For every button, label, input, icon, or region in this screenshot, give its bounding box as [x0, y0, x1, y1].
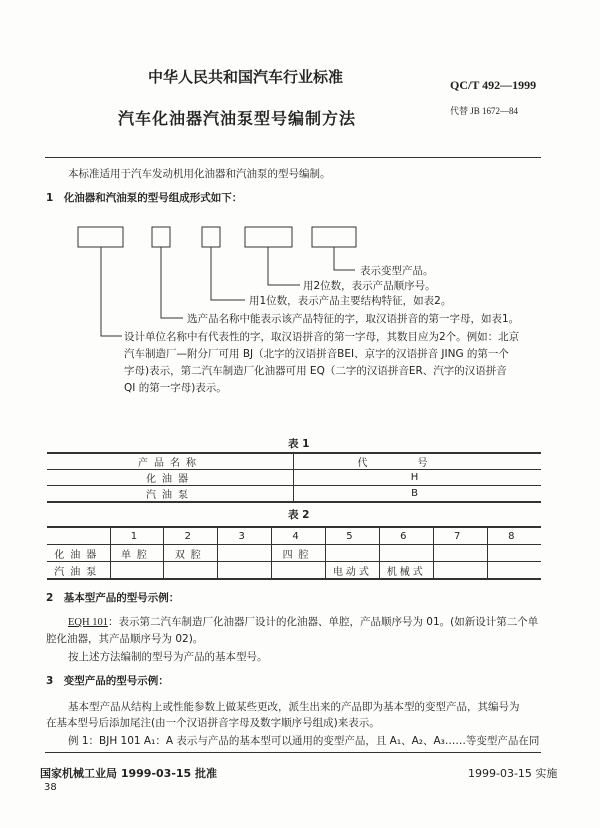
note-manufacturer: 设计单位名称中有代表性的字，取汉语拼音的第一字母，其数目应为2个。例如：北京 [124, 331, 520, 343]
example-code: EQH 101 [68, 617, 108, 628]
header-cell: 4 [272, 527, 326, 545]
header-cell: 代号 [357, 458, 478, 469]
table1-title: 表 1 [288, 438, 310, 450]
note-variant: 表示变型产品。 [360, 265, 434, 277]
header-cell: 产品名称 [47, 453, 294, 470]
table-cell: 汽油泵 [47, 562, 110, 580]
note-sequence: 用2位数，表示产品顺序号。 [303, 280, 436, 292]
table-cell [487, 562, 541, 580]
header-cell: 5 [326, 527, 380, 545]
org-title: 中华人民共和国汽车行业标准 [148, 68, 344, 86]
header-cell: 3 [218, 527, 272, 545]
section3-para1: 基本型产品从结构上或性能参数上做某些更改，派生出来的产品即为基本型的变型产品，其编号为 [68, 701, 520, 713]
note-manufacturer-3: 字母)表示，第二汽车制造厂化油器可用 EQ（二字的汉语拼音ER、汽字的汉语拼音 [124, 365, 507, 377]
example-line [68, 614, 538, 629]
document-title: 汽车化油器汽油泵型号编制方法 [118, 109, 357, 128]
section3-para2: 在基本型号后添加尾注(由一个汉语拼音字母及数字顺序号组成)来表示。 [46, 717, 380, 729]
header-cell [47, 527, 110, 545]
table-cell: 机械式 [379, 562, 433, 580]
table-cell [218, 545, 272, 562]
example-text: ：表示第二汽车制造厂化油器厂设计的化油器、单腔，产品顺序号为 01。(如新设计第二个单 [107, 616, 539, 628]
table-cell: 双腔 [164, 545, 218, 562]
note-manufacturer-4: QI 的第一字母)表示。 [124, 382, 227, 394]
header-cell: 1 [110, 527, 164, 545]
table-cell [110, 562, 164, 580]
table-cell [272, 562, 326, 580]
table-header-row [47, 453, 541, 470]
table-cell: 四腔 [272, 545, 326, 562]
replaces-note: 代替 JB 1672—84 [450, 106, 519, 116]
table-cell: H [294, 470, 542, 486]
table-cell [326, 545, 380, 562]
note-manufacturer-2: 汽车制造厂—附分厂可用 BJ（北字的汉语拼音BEI、京字的汉语拼音 JING 的第一个 [124, 348, 509, 360]
table-header-row [47, 527, 541, 545]
note-structure: 用1位数，表示产品主要结构特征，如表2。 [249, 295, 452, 307]
table-cell: 单腔 [110, 545, 164, 562]
section2-note: 按上述方法编制的型号为产品的基本型号。 [68, 651, 268, 663]
table1 [47, 452, 541, 503]
footer-divider [45, 752, 541, 753]
table-cell [164, 562, 218, 580]
intro-text: 本标准适用于汽车发动机用化油器和汽油泵的型号编制。 [68, 168, 331, 180]
section3-example1: 例 1：BJH 101 A₁：A 表示与产品的基本型可以通用的变型产品，且 A₁、A₂、A₃……等变型产品在同 [68, 735, 540, 747]
box-product [152, 227, 170, 247]
table-cell [487, 545, 541, 562]
table2 [47, 526, 541, 580]
section1-heading: 1 化油器和汽油泵的型号组成形式如下： [46, 192, 243, 204]
table-cell [218, 562, 272, 580]
table-row [47, 545, 541, 562]
table-cell [379, 545, 433, 562]
table-row [47, 470, 541, 486]
table-cell [433, 545, 487, 562]
table-row [47, 562, 541, 580]
header-cell: 8 [487, 527, 541, 545]
table-cell [433, 562, 487, 580]
box-variant [312, 227, 356, 247]
table-cell: 汽油泵 [47, 486, 294, 503]
box-manufacturer [78, 227, 123, 247]
approval-note: 国家机械工业局 1999-03-15 批准 [40, 767, 218, 780]
table-cell: B [294, 486, 542, 503]
page-number: 38 [44, 782, 57, 793]
example-continuation: 腔化油器，其产品顺序号为 02)。 [46, 633, 204, 645]
section3-heading: 3 变型产品的型号示例： [46, 675, 169, 687]
section2-heading: 2 基本型产品的型号示例： [46, 592, 180, 604]
standard-code: QC/T 492—1999 [450, 78, 537, 92]
box-sequence [245, 227, 292, 247]
header-cell: 6 [379, 527, 433, 545]
table-row [47, 486, 541, 503]
header-cell: 7 [433, 527, 487, 545]
header-cell: 2 [164, 527, 218, 545]
table-cell: 化油器 [47, 545, 110, 562]
note-product: 选产品名称中能表示该产品特征的字，取汉语拼音的第一字母，如表1。 [187, 313, 520, 325]
table2-title: 表 2 [288, 509, 310, 521]
table-cell: 电动式 [326, 562, 380, 580]
effective-note: 1999-03-15 实施 [468, 767, 558, 780]
table-cell: 化油器 [47, 470, 294, 486]
box-structure [202, 227, 220, 247]
